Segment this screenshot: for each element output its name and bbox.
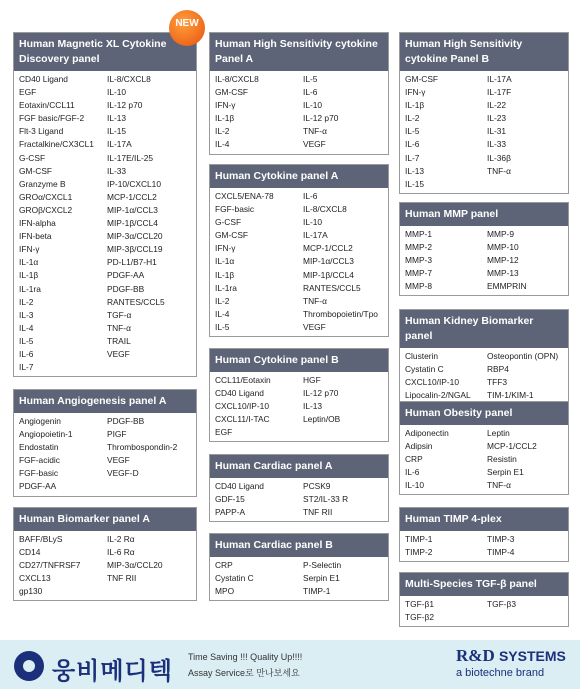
panel-title: Human Cardiac panel B [210, 534, 388, 557]
analyte-list [14, 413, 196, 496]
panel-multi-species-tgf [399, 572, 569, 627]
analyte-item: TGF-β2 [405, 612, 435, 623]
analyte-item: IL-5 [303, 74, 318, 84]
analyte-item [107, 585, 191, 598]
analyte-item: IL-12 p70 [303, 388, 339, 399]
analyte-item: MPO [215, 586, 235, 597]
analyte-list [14, 531, 196, 600]
analyte-item: IFN-γ [215, 243, 236, 254]
analyte-item: TNF RII [303, 507, 333, 518]
analyte-item: Leptin [487, 428, 510, 438]
analyte-item: MMP-2 [405, 242, 432, 253]
analyte-item: PAPP-A [215, 507, 246, 518]
analyte-item: MMP-9 [487, 229, 514, 239]
analyte-item: CXCL11/I-TAC [215, 414, 270, 425]
analyte-item [107, 361, 191, 374]
analyte-list [14, 71, 196, 376]
analyte-item: IL-10 [107, 87, 127, 98]
analyte-list [210, 478, 388, 521]
analyte-item: FGF-basic [215, 204, 255, 215]
analyte-item: IL-17F [487, 87, 512, 98]
analyte-item: VEGF [303, 139, 326, 150]
analyte-item: PDGF-AA [19, 481, 57, 492]
analyte-list [400, 348, 568, 404]
analyte-item: MMP-13 [487, 268, 519, 279]
rnd-systems-logo [456, 646, 566, 666]
analyte-item: IL-3 [19, 309, 34, 320]
panel-title: Human TIMP 4-plex [400, 508, 568, 531]
panel-title: Human Kidney Biomarker panel [400, 310, 568, 348]
analyte-item: Flt-3 Ligand [19, 126, 64, 137]
analyte-item: IL-2 Rα [107, 534, 135, 544]
panel-mmp [399, 202, 569, 296]
analyte-item: IFN-γ [19, 244, 40, 255]
analyte-item: IFN-alpha [19, 218, 56, 229]
analyte-item: TGF-β1 [405, 599, 435, 609]
panel-cytokine-a [209, 164, 389, 337]
analyte-item: PIGF [107, 429, 127, 440]
biotechne-brand-text: a biotechne brand [456, 667, 545, 679]
analyte-item: IL-10 [303, 100, 323, 111]
analyte-item: MIP-3β/CCL19 [107, 244, 163, 255]
analyte-item: Lipocalin-2/NGAL [405, 390, 471, 401]
analyte-item: CRP [405, 454, 423, 465]
analyte-item: IL-6 Rα [107, 547, 135, 558]
panel-cardiac-b [209, 533, 389, 601]
analyte-item: TFF3 [487, 377, 508, 388]
analyte-item: IL-13 [107, 113, 127, 124]
analyte-item: TIMP-1 [303, 586, 331, 597]
analyte-item: PCSK9 [303, 481, 331, 491]
analyte-item: IL-4 [19, 322, 34, 333]
analyte-item: IL-1α [19, 257, 39, 268]
analyte-item: IL-31 [487, 126, 507, 137]
panel-angiogenesis-a [13, 389, 197, 497]
analyte-item: MMP-10 [487, 242, 519, 253]
analyte-item: IL-1β [215, 113, 235, 124]
tagline-line-2: Assay Service로 만나보세요 [188, 668, 300, 678]
analyte-item: MIP-1α/CCL3 [303, 256, 354, 267]
analyte-item: IL-15 [107, 126, 127, 137]
analyte-item: Serpin E1 [487, 467, 524, 478]
analyte-item: IL-7 [405, 152, 420, 163]
analyte-item: IL-15 [405, 178, 425, 189]
analyte-item: IL-1ra [215, 282, 237, 293]
analyte-item: Adipsin [405, 441, 433, 452]
analyte-item: PD-L1/B7-H1 [107, 257, 157, 268]
analyte-item: IL-2 [215, 126, 230, 137]
analyte-item: IP-10/CXCL10 [107, 178, 161, 189]
analyte-item: Endostatin [19, 442, 59, 453]
analyte-item: Granzyme B [19, 178, 66, 189]
analyte-item: Osteopontin (OPN) [487, 351, 559, 361]
analyte-item: MIP-1α/CCL3 [107, 204, 158, 215]
analyte-item: IL-10 [405, 480, 425, 491]
analyte-item: gp130 [19, 586, 43, 597]
analyte-list [400, 226, 568, 295]
analyte-item: MMP-7 [405, 268, 432, 279]
analyte-item: PDGF-AA [107, 270, 145, 281]
analyte-list [400, 71, 568, 193]
analyte-item: G-CSF [215, 217, 242, 228]
analyte-list [210, 71, 388, 154]
analyte-item: IL-12 p70 [107, 100, 143, 111]
analyte-item: TNF RII [107, 573, 137, 584]
analyte-item [487, 178, 563, 191]
analyte-item: MMP-8 [405, 281, 432, 292]
analyte-item: VEGF [303, 321, 326, 332]
analyte-item: IL-5 [405, 126, 420, 137]
analyte-item: CXCL13 [19, 573, 51, 584]
analyte-item: TNF-α [303, 126, 327, 137]
analyte-item: TNF-α [303, 295, 327, 306]
analyte-item: MIP-3α/CCL20 [107, 560, 163, 571]
analyte-item: IL-2 [215, 295, 230, 306]
analyte-item: GDF-15 [215, 494, 245, 505]
tagline-line-1: Time Saving !!! Quality Up!!!! [188, 652, 303, 662]
analyte-item: CD27/TNFRSF7 [19, 560, 81, 571]
analyte-item: IL-23 [487, 113, 507, 124]
analyte-list [210, 188, 388, 336]
analyte-item [487, 611, 563, 624]
analyte-item: RANTES/CCL5 [107, 296, 165, 307]
analyte-item: FGF basic/FGF-2 [19, 113, 85, 124]
analyte-item: CD14 [19, 547, 41, 558]
analyte-item: GM-CSF [405, 74, 439, 84]
analyte-item: TNF-α [107, 322, 131, 333]
analyte-item: IL-8/CXCL8 [215, 74, 259, 84]
analyte-item: CXCL10/IP-10 [215, 401, 269, 412]
panel-biomarker-a [13, 507, 197, 601]
analyte-item: IL-1β [215, 269, 235, 280]
analyte-item: Cystatin C [215, 573, 254, 584]
rnd-systems-text: SYSTEMS [498, 648, 566, 664]
analyte-item: CRP [215, 560, 233, 570]
analyte-item: MCP-1/CCL2 [303, 243, 353, 254]
analyte-item: IL-10 [303, 217, 323, 228]
analyte-item: IL-4 [215, 139, 230, 150]
analyte-item: Angiopoietin-1 [19, 429, 73, 440]
analyte-item: IL-6 [303, 191, 318, 201]
analyte-item: CCL11/Eotaxin [215, 375, 271, 385]
analyte-item: IFN-beta [19, 231, 52, 242]
analyte-item: IL-1β [19, 270, 39, 281]
analyte-item: ST2/IL-33 R [303, 494, 349, 505]
analyte-item: IL-6 [405, 139, 420, 150]
analyte-item: Angiogenin [19, 416, 61, 426]
analyte-item: GROβ/CXCL2 [19, 204, 73, 215]
analyte-item: RANTES/CCL5 [303, 282, 361, 293]
analyte-item: Resistin [487, 454, 517, 465]
panel-title: Human Angiogenesis panel A [14, 390, 196, 413]
analyte-item: TIM-1/KIM-1 [487, 390, 534, 401]
analyte-item: P-Selectin [303, 560, 342, 570]
analyte-item: G-CSF [19, 152, 46, 163]
analyte-item: CXCL5/ENA-78 [215, 191, 274, 201]
analyte-item: IL-17A [487, 74, 512, 84]
analyte-item: GM-CSF [215, 230, 249, 241]
analyte-item: Clusterin [405, 351, 439, 361]
analyte-item: Eotaxin/CCL11 [19, 100, 75, 111]
analyte-item: FGF-acidic [19, 455, 60, 466]
analyte-item: IL-8/CXCL8 [303, 204, 347, 215]
analyte-item: IL-33 [487, 139, 507, 150]
analyte-item: IL-17A [303, 230, 328, 241]
new-badge: NEW [169, 10, 205, 46]
analyte-item [107, 480, 191, 493]
analyte-item: CD40 Ligand [19, 74, 68, 84]
panel-magnetic-xl-cytokine [13, 32, 197, 377]
analyte-item: FGF-basic [19, 468, 59, 479]
analyte-item: IL-22 [487, 100, 507, 111]
analyte-item: Cystatin C [405, 364, 444, 375]
panel-kidney-biomarker [399, 309, 569, 405]
analyte-item: IL-7 [19, 362, 34, 373]
analyte-item: IL-5 [19, 335, 34, 346]
analyte-item: MMP-12 [487, 255, 519, 266]
analyte-item: IL-1β [405, 100, 425, 111]
analyte-item: GM-CSF [19, 165, 53, 176]
panel-cardiac-a [209, 454, 389, 522]
analyte-item: CD40 Ligand [215, 481, 264, 491]
analyte-item: TGF-α [107, 309, 132, 320]
analyte-item: Thrombopoietin/Tpo [303, 308, 378, 319]
analyte-item: BAFF/BLyS [19, 534, 63, 544]
analyte-item: IL-2 [19, 296, 34, 307]
panel-timp-4plex [399, 507, 569, 562]
analyte-item: IL-13 [405, 165, 425, 176]
analyte-item: IL-33 [107, 165, 127, 176]
analyte-item: TIMP-1 [405, 534, 433, 544]
analyte-item: IL-13 [303, 401, 323, 412]
analyte-item: IL-17E/IL-25 [107, 152, 154, 163]
analyte-item: IL-2 [405, 113, 420, 124]
footer-banner [0, 640, 580, 689]
analyte-item: GROα/CXCL1 [19, 191, 73, 202]
analyte-item: TIMP-2 [405, 547, 433, 558]
analyte-item: IL-17A [107, 139, 132, 150]
analyte-item: Adiponectin [405, 428, 449, 438]
analyte-list [400, 531, 568, 561]
panel-high-sensitivity-b [399, 32, 569, 194]
analyte-item: IL-4 [215, 308, 230, 319]
panel-high-sensitivity-a [209, 32, 389, 155]
analyte-item: IL-8/CXCL8 [107, 74, 151, 84]
analyte-item: EMMPRIN [487, 281, 527, 292]
analyte-item: Serpin E1 [303, 573, 340, 584]
analyte-list [400, 425, 568, 494]
analyte-item: VEGF [107, 348, 130, 359]
analyte-item: IL-1α [215, 256, 235, 267]
analyte-list [210, 557, 388, 600]
panel-cytokine-b [209, 348, 389, 442]
panel-title: Human Cytokine panel A [210, 165, 388, 188]
analyte-item: MCP-1/CCL2 [107, 191, 157, 202]
analyte-item: Leptin/OB [303, 414, 341, 425]
panel-title: Human Cardiac panel A [210, 455, 388, 478]
analyte-list [210, 372, 388, 441]
analyte-item: MIP-1β/CCL4 [107, 218, 158, 229]
analyte-item: Fractalkine/CX3CL1 [19, 139, 94, 150]
analyte-item: MCP-1/CCL2 [487, 441, 537, 452]
analyte-item [303, 426, 383, 439]
analyte-item: VEGF-D [107, 468, 139, 479]
analyte-item: TRAIL [107, 335, 131, 346]
analyte-item: CD40 Ligand [215, 388, 264, 399]
analyte-item: IL-1ra [19, 283, 41, 294]
analyte-item: MMP-1 [405, 229, 432, 239]
analyte-item: GM-CSF [215, 87, 249, 98]
analyte-list [400, 596, 568, 626]
analyte-item: RBP4 [487, 364, 509, 375]
analyte-item: TNF-α [487, 480, 511, 491]
analyte-item: IFN-γ [405, 87, 426, 98]
analyte-item: VEGF [107, 455, 130, 466]
company-logo-text: 웅비메디텍 [52, 658, 173, 685]
analyte-item: IL-6 [19, 348, 34, 359]
analyte-item: EGF [19, 87, 37, 98]
analyte-item: TNF-α [487, 165, 511, 176]
analyte-item: IL-36β [487, 152, 511, 163]
analyte-item: PDGF-BB [107, 416, 145, 426]
analyte-item: TGF-β3 [487, 599, 517, 609]
analyte-item: MMP-3 [405, 255, 432, 266]
analyte-item: PDGF-BB [107, 283, 145, 294]
analyte-item: IL-5 [215, 321, 230, 332]
company-logo-icon [14, 651, 44, 681]
analyte-item: CXCL10/IP-10 [405, 377, 459, 388]
analyte-item: TIMP-4 [487, 547, 515, 558]
panel-title: Human Biomarker panel A [14, 508, 196, 531]
analyte-item: Thrombospondin-2 [107, 442, 178, 453]
analyte-item: HGF [303, 375, 321, 385]
panel-obesity [399, 401, 569, 495]
analyte-item: IL-12 p70 [303, 113, 339, 124]
analyte-item: IFN-γ [215, 100, 236, 111]
analyte-item: MIP-3α/CCL20 [107, 231, 163, 242]
analyte-item: EGF [215, 427, 233, 438]
panel-title: Human High Sensitivity cytokine Panel A [210, 33, 388, 71]
panel-title: Human Magnetic XL Cytokine Discovery panel [14, 33, 196, 71]
panel-title: Human Obesity panel [400, 402, 568, 425]
panel-title: Human MMP panel [400, 203, 568, 226]
panel-title: Human High Sensitivity cytokine Panel B [400, 33, 568, 71]
panel-title: Multi-Species TGF-β panel [400, 573, 568, 596]
rnd-logo-text: R&D [456, 646, 495, 665]
analyte-item: IL-6 [303, 87, 318, 98]
panel-title: Human Cytokine panel B [210, 349, 388, 372]
analyte-item: MIP-1β/CCL4 [303, 269, 354, 280]
analyte-item: TIMP-3 [487, 534, 515, 544]
analyte-item: IL-6 [405, 467, 420, 478]
